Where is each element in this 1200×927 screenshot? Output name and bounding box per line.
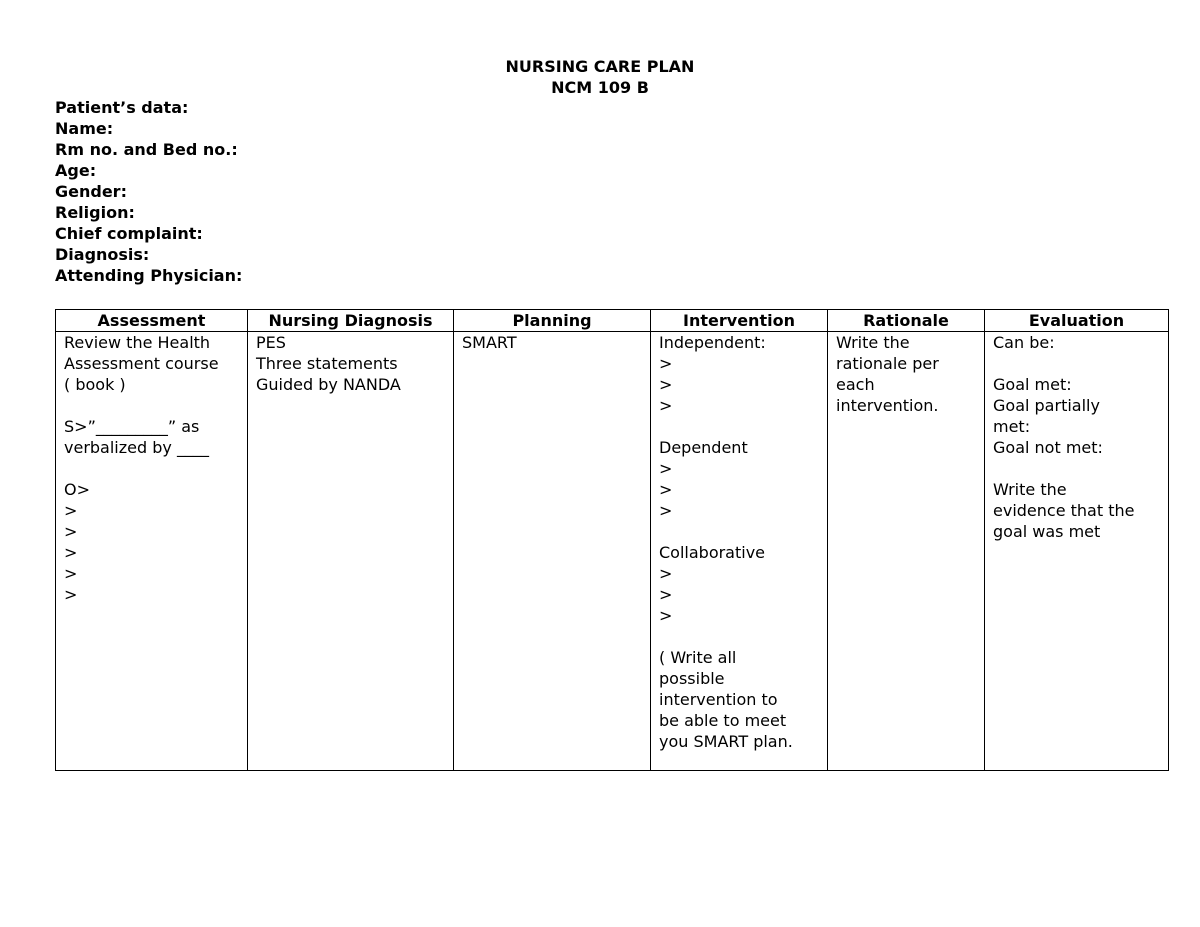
cell-line: O> xyxy=(64,480,90,499)
patient-data-heading: Patient’s data: xyxy=(55,98,189,117)
cell-line xyxy=(64,458,243,479)
cell-line: Three statements xyxy=(256,354,398,373)
cell-line: Independent: xyxy=(659,333,766,352)
cell-line: Goal partially xyxy=(993,396,1100,415)
cell-line: possible xyxy=(659,669,725,688)
cell-line: > xyxy=(64,564,78,583)
cell-line: PES xyxy=(256,333,286,352)
cell-line: Can be: xyxy=(993,333,1055,352)
cell-evaluation xyxy=(985,332,1169,771)
cell-line xyxy=(659,626,823,647)
cell-line xyxy=(64,395,243,416)
cell-line: you SMART plan. xyxy=(659,732,793,751)
cell-planning xyxy=(454,332,651,771)
cell-line: ( book ) xyxy=(64,375,126,394)
care-plan-table xyxy=(55,309,1169,771)
cell-line xyxy=(993,353,1164,374)
cell-line: Dependent xyxy=(659,438,748,457)
cell-line: Goal not met: xyxy=(993,438,1103,457)
cell-line: verbalized by ____ xyxy=(64,438,209,457)
patient-data-section xyxy=(55,97,242,286)
cell-line xyxy=(659,521,823,542)
cell-line: rationale per xyxy=(836,354,939,373)
field-attending-physician: Attending Physician: xyxy=(55,266,243,285)
field-age: Age: xyxy=(55,161,97,180)
cell-line: > xyxy=(659,564,673,583)
header-assessment: Assessment xyxy=(56,310,248,332)
field-name: Name: xyxy=(55,119,114,138)
cell-line xyxy=(659,416,823,437)
document-title: NURSING CARE PLAN xyxy=(505,57,695,76)
cell-line: Goal met: xyxy=(993,375,1072,394)
cell-line: each xyxy=(836,375,875,394)
cell-line: > xyxy=(659,501,673,520)
cell-line: Review the Health xyxy=(64,333,211,352)
header-evaluation: Evaluation xyxy=(985,310,1169,332)
cell-line: > xyxy=(64,585,78,604)
table-header-row xyxy=(56,310,1169,332)
cell-line: > xyxy=(659,585,673,604)
course-code: NCM 109 B xyxy=(551,78,649,97)
cell-line: > xyxy=(64,501,78,520)
document-title-block xyxy=(0,56,1200,98)
cell-line: Write the xyxy=(993,480,1067,499)
header-intervention: Intervention xyxy=(651,310,828,332)
cell-line: Collaborative xyxy=(659,543,766,562)
cell-line: ( Write all xyxy=(659,648,737,667)
field-chief-complaint: Chief complaint: xyxy=(55,224,203,243)
cell-line: Assessment course xyxy=(64,354,219,373)
cell-line: > xyxy=(659,354,673,373)
cell-line: > xyxy=(659,480,673,499)
cell-line: goal was met xyxy=(993,522,1101,541)
cell-line: > xyxy=(64,543,78,562)
cell-line: be able to meet xyxy=(659,711,787,730)
cell-line: evidence that the xyxy=(993,501,1135,520)
cell-assessment xyxy=(56,332,248,771)
cell-line: > xyxy=(659,396,673,415)
cell-line: > xyxy=(659,606,673,625)
header-rationale: Rationale xyxy=(828,310,985,332)
cell-line: > xyxy=(659,459,673,478)
cell-line xyxy=(993,458,1164,479)
table-row xyxy=(56,332,1169,771)
cell-intervention xyxy=(651,332,828,771)
cell-line: > xyxy=(659,375,673,394)
header-nursing-diagnosis: Nursing Diagnosis xyxy=(248,310,454,332)
cell-line: met: xyxy=(993,417,1031,436)
cell-line: > xyxy=(64,522,78,541)
cell-rationale xyxy=(828,332,985,771)
field-religion: Religion: xyxy=(55,203,135,222)
cell-line: intervention to xyxy=(659,690,778,709)
cell-line: Guided by NANDA xyxy=(256,375,401,394)
cell-nursing-diagnosis xyxy=(248,332,454,771)
field-room-bed: Rm no. and Bed no.: xyxy=(55,140,238,159)
field-gender: Gender: xyxy=(55,182,127,201)
cell-line: S>”_________” as xyxy=(64,417,200,436)
field-diagnosis: Diagnosis: xyxy=(55,245,150,264)
cell-line: intervention. xyxy=(836,396,939,415)
cell-line: Write the xyxy=(836,333,910,352)
header-planning: Planning xyxy=(454,310,651,332)
cell-line: SMART xyxy=(462,333,517,352)
